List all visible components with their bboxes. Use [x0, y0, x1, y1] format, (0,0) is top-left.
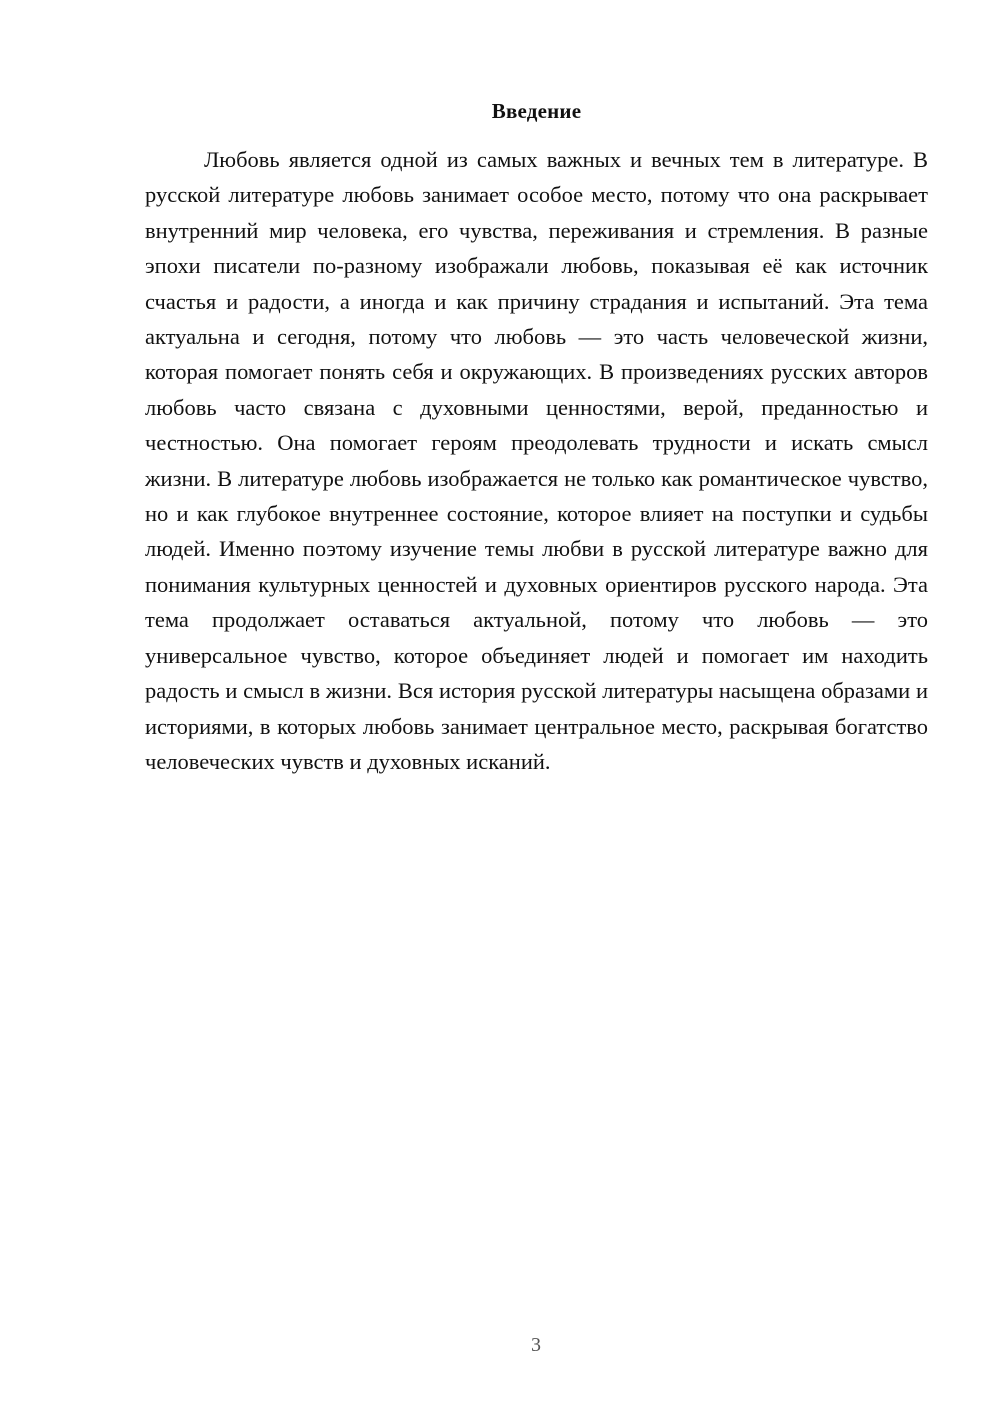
section-heading: Введение: [491, 99, 582, 123]
body-paragraph: Любовь является одной из самых важных и вечных тем в литературе. В русской литературе любовь занимает особое место, потому что она раскрывает внутренний мир человека, его чувства, переживания и стремления. В разные эпохи писатели по-разному изображали любовь, показывая её как источник счастья и радости, а иногда и как причину страдания и испытаний. Эта тема актуальна и сегодня, потому что любовь — это часть человеческой жизни, которая помогает понять себя и окружающих. В произведениях русских авторов любовь часто связана с духовными ценностями, верой, преданностью и честностью. Она помогает героям преодолевать трудности и искать смысл жизни. В литературе любовь изображается не только как романтическое чувство, но и как глубокое внутреннее состояние, которое влияет на поступки и судьбы людей. Именно поэтому изучение темы любви в русской литературе важно для понимания культурных ценностей и духовных ориентиров русского народа. Эта тема продолжает оставаться актуальной, потому что любовь — это универсальное чувство, которое объединяет людей и помогает им находить радость и смысл в жизни. Вся история русской литературы насыщена образами и историями, в которых любовь занимает центральное место, раскрывая богатство человеческих чувств и духовных исканий.: [145, 147, 928, 774]
page-number: 3: [531, 1334, 541, 1356]
